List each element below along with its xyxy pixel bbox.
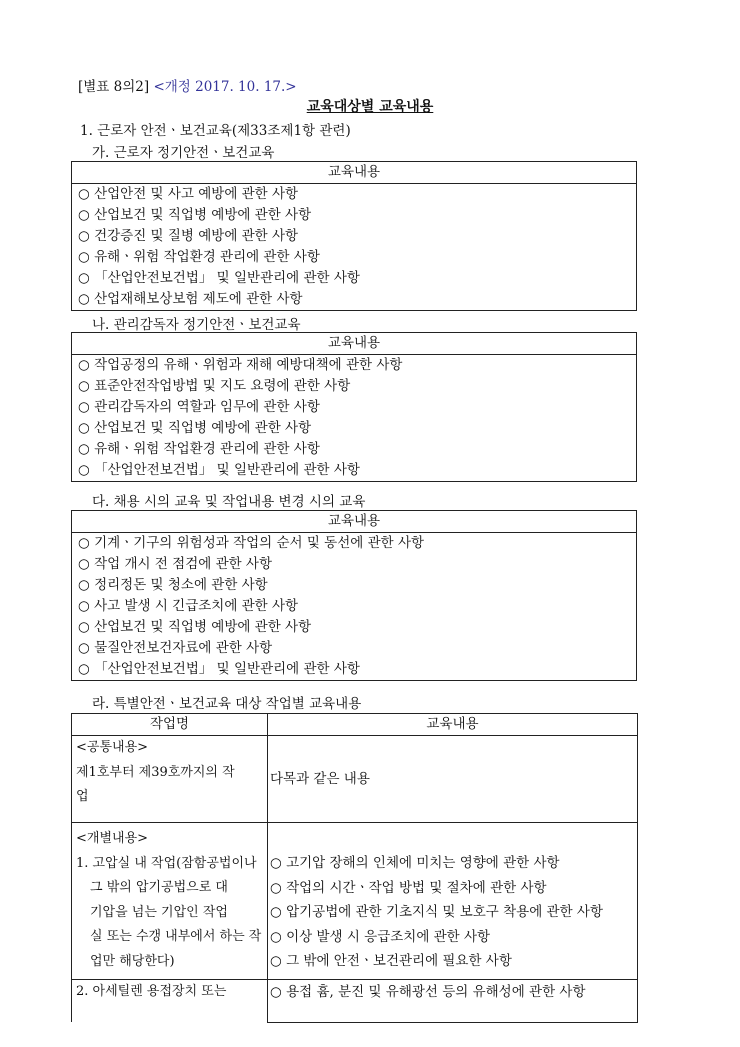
list-item: ○ 유해ㆍ위험 작업환경 관리에 관한 사항 xyxy=(72,439,637,460)
list-item: ○ 이상 발생 시 응급조치에 관한 사항 xyxy=(270,928,491,945)
table-special xyxy=(71,713,638,1023)
row2-content: ○ 용접 흄, 분진 및 유해광선 등의 유해성에 관한 사항 xyxy=(270,984,586,1000)
list-item: ○ 「산업안전보건법」 및 일반관리에 관한 사항 xyxy=(72,460,637,482)
row2-content-cell xyxy=(268,980,638,1023)
table-ga xyxy=(71,161,637,311)
subsection-da-title: 다. 채용 시의 교육 및 작업내용 변경 시의 교육 xyxy=(92,494,366,510)
row2-work: 2. 아세틸렌 용접장치 또는 xyxy=(76,984,227,999)
subsection-ra-title: 라. 특별안전ㆍ보건교육 대상 작업별 교육내용 xyxy=(92,696,362,712)
list-item: ○ 정리정돈 및 청소에 관한 사항 xyxy=(72,575,637,596)
individual-work-line: 1. 고압실 내 작업(잠함공법이나 xyxy=(76,855,257,871)
individual-work-line: 업만 해당한다) xyxy=(90,953,175,969)
subsection-ga-title: 가. 근로자 정기안전ㆍ보건교육 xyxy=(92,145,275,161)
table-header: 교육내용 xyxy=(72,333,637,355)
common-label: <공통내용> xyxy=(76,740,149,755)
individual-label: <개별내용> xyxy=(76,831,149,846)
subsection-na-title: 나. 관리감독자 정기안전ㆍ보건교육 xyxy=(92,317,301,333)
list-item: ○ 물질안전보건자료에 관한 사항 xyxy=(72,638,637,659)
list-item: ○ 압기공법에 관한 기초지식 및 보호구 착용에 관한 사항 xyxy=(270,904,604,920)
common-work-line: 업 xyxy=(76,789,89,804)
common-content: 다목과 같은 내용 xyxy=(270,770,370,787)
list-item: ○ 산업재해보상보험 제도에 관한 사항 xyxy=(72,289,637,311)
list-item: ○ 작업공정의 유해ㆍ위험과 재해 예방대책에 관한 사항 xyxy=(72,355,637,377)
list-item: ○ 표준안전작업방법 및 지도 요령에 관한 사항 xyxy=(72,376,637,397)
col-header-content: 교육내용 xyxy=(268,714,638,736)
list-item: ○ 「산업안전보건법」 및 일반관리에 관한 사항 xyxy=(72,268,637,289)
table-header: 교육내용 xyxy=(72,511,637,533)
list-item: ○ 산업보건 및 직업병 예방에 관한 사항 xyxy=(72,205,637,226)
individual-work-cell xyxy=(72,823,268,980)
section-1-title: 1. 근로자 안전ㆍ보건교육(제33조제1항 관련) xyxy=(80,123,351,139)
list-item: ○ 작업의 시간ㆍ작업 방법 및 절차에 관한 사항 xyxy=(270,879,547,896)
list-item: ○ 고기압 장해의 인체에 미치는 영향에 관한 사항 xyxy=(270,855,560,871)
table-na xyxy=(71,332,637,482)
col-header-work: 작업명 xyxy=(72,714,268,736)
list-item: ○ 산업보건 및 직업병 예방에 관한 사항 xyxy=(72,617,637,638)
individual-work-line: 실 또는 수갱 내부에서 하는 작 xyxy=(90,929,262,944)
document-title: 교육대상별 교육내용 xyxy=(306,99,434,115)
list-item: ○ 그 밖에 안전ㆍ보건관리에 필요한 사항 xyxy=(270,953,512,969)
list-item: ○ 산업보건 및 직업병 예방에 관한 사항 xyxy=(72,418,637,439)
individual-work-line: 그 밖의 압기공법으로 대 xyxy=(90,880,228,895)
table-header: 교육내용 xyxy=(72,162,637,184)
list-item: ○ 기계ㆍ기구의 위험성과 작업의 순서 및 동선에 관한 사항 xyxy=(72,533,637,555)
individual-work-line: 기압을 넘는 기압인 작업 xyxy=(90,904,228,920)
list-item: ○ 유해ㆍ위험 작업환경 관리에 관한 사항 xyxy=(72,247,637,268)
list-item: ○ 「산업안전보건법」 및 일반관리에 관한 사항 xyxy=(72,659,637,681)
annex-header xyxy=(78,75,297,95)
table-da xyxy=(71,510,637,681)
row2-work-cell xyxy=(72,980,268,1023)
common-work-line: 제1호부터 제39호까지의 작 xyxy=(76,764,235,780)
list-item: ○ 산업안전 및 사고 예방에 관한 사항 xyxy=(72,184,637,206)
list-item: ○ 건강증진 및 질병 예방에 관한 사항 xyxy=(72,226,637,247)
list-item: ○ 작업 개시 전 점검에 관한 사항 xyxy=(72,554,637,575)
list-item: ○ 사고 발생 시 긴급조치에 관한 사항 xyxy=(72,596,637,617)
list-item: ○ 관리감독자의 역할과 임무에 관한 사항 xyxy=(72,397,637,418)
individual-content-cell xyxy=(268,823,638,980)
common-content-cell xyxy=(268,736,638,823)
annex-label: [별표 8의2] xyxy=(78,79,150,95)
common-work-cell xyxy=(72,736,268,823)
amendment-note: <개정 2017. 10. 17.> xyxy=(153,79,297,95)
